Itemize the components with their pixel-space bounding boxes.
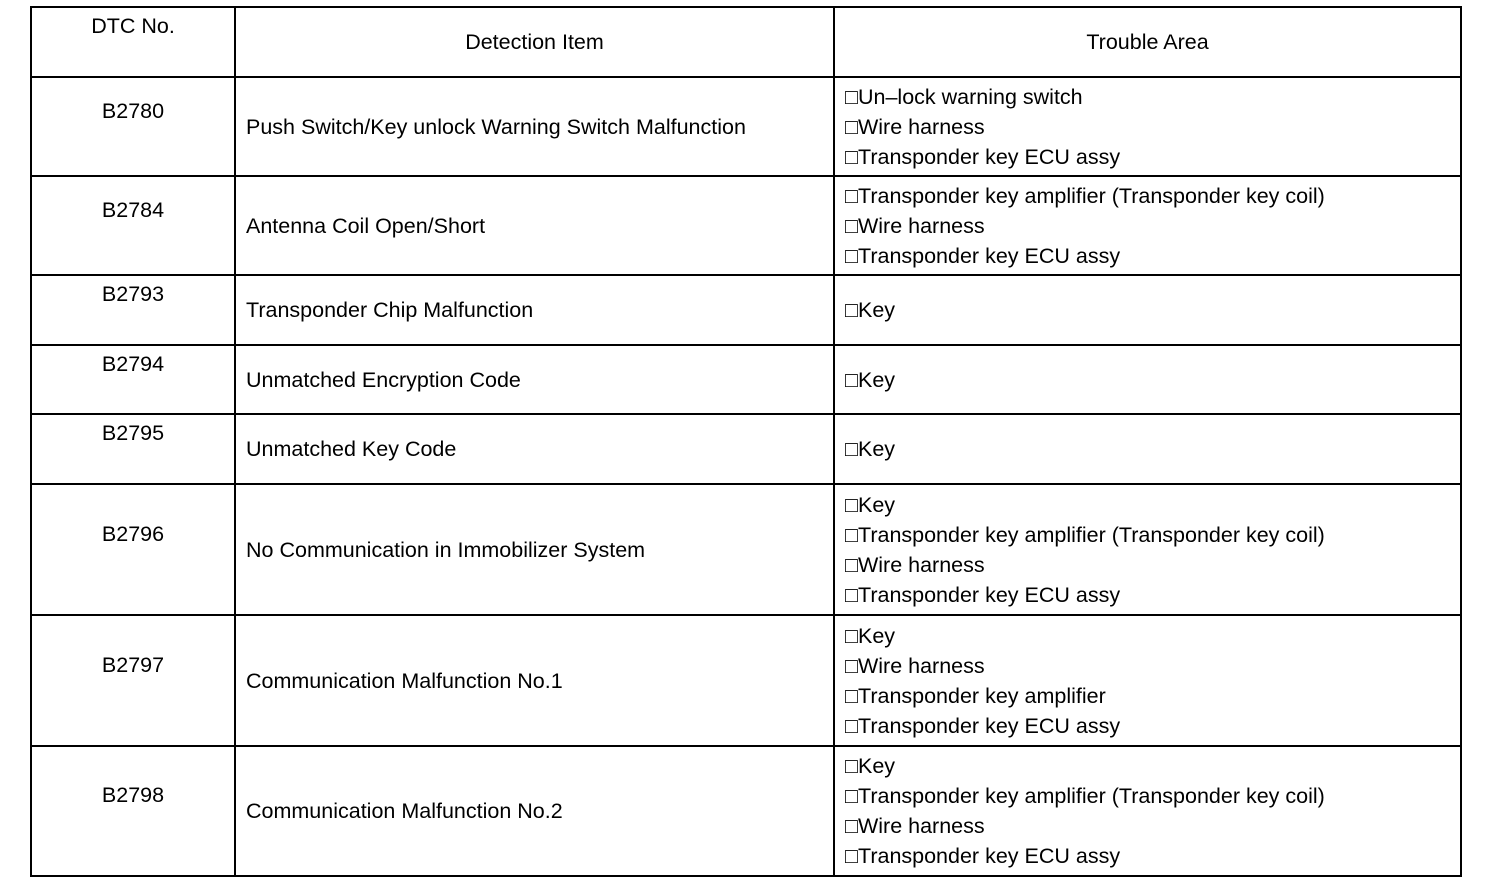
trouble-area-item: □Transponder key amplifier (Transponder key coil) [845,183,1325,208]
detection-item: Unmatched Key Code [235,414,834,484]
trouble-area [834,275,1461,345]
trouble-area-item: □Key [845,492,896,517]
trouble-area [834,77,1461,176]
table-row [31,345,1461,414]
table-row [31,615,1461,746]
trouble-area-item: □Transponder key ECU assy [845,144,1121,169]
detection-item: Push Switch/Key unlock Warning Switch Malfunction [235,77,834,176]
header-detection-item: Detection Item [235,7,834,77]
detection-item: No Communication in Immobilizer System [235,484,834,615]
table-row [31,414,1461,484]
trouble-area-item: □Transponder key ECU assy [845,243,1121,268]
table-row [31,176,1461,275]
header-row [31,7,1461,77]
dtc-code: B2784 [31,176,235,275]
trouble-area-item: □Un–lock warning switch [845,84,1083,109]
header-dtc-no: DTC No. [31,7,235,77]
dtc-code: B2796 [31,484,235,615]
dtc-code: B2798 [31,746,235,876]
trouble-area-item: □Key [845,298,896,322]
trouble-area [834,615,1461,746]
dtc-code: B2780 [31,77,235,176]
detection-item: Unmatched Encryption Code [235,345,834,414]
trouble-area-item: □Transponder key ECU assy [845,582,1121,607]
trouble-area-item: □Key [845,437,896,461]
trouble-area [834,746,1461,876]
trouble-area-item: □Wire harness [845,814,985,838]
trouble-area-item: □Key [845,623,896,648]
trouble-area-item: □Transponder key amplifier (Transponder key coil) [845,522,1325,547]
table-row [31,746,1461,876]
header-trouble-area: Trouble Area [834,7,1461,77]
trouble-area-item: □Wire harness [845,552,985,577]
trouble-area-item: □Wire harness [845,114,985,139]
dtc-code: B2795 [31,414,235,484]
dtc-code: B2797 [31,615,235,746]
detection-item: Transponder Chip Malfunction [235,275,834,345]
detection-item: Antenna Coil Open/Short [235,176,834,275]
trouble-area [834,484,1461,615]
dtc-code: B2794 [31,345,235,414]
trouble-area [834,345,1461,414]
trouble-area-item: □Transponder key ECU assy [845,713,1121,738]
trouble-area-item: □Transponder key amplifier [845,683,1106,708]
trouble-area-item: □Key [845,367,896,392]
detection-item: Communication Malfunction No.2 [235,746,834,876]
table-row [31,77,1461,176]
trouble-area-item: □Key [845,754,896,778]
trouble-area [834,414,1461,484]
trouble-area-item: □Transponder key amplifier (Transponder key coil) [845,784,1325,808]
trouble-area-item: □Transponder key ECU assy [845,844,1121,868]
trouble-area [834,176,1461,275]
trouble-area-item: □Wire harness [845,653,985,678]
detection-item: Communication Malfunction No.1 [235,615,834,746]
dtc-code: B2793 [31,275,235,345]
dtc-table [30,6,1462,877]
table-row [31,484,1461,615]
table-row [31,275,1461,345]
trouble-area-item: □Wire harness [845,213,985,238]
